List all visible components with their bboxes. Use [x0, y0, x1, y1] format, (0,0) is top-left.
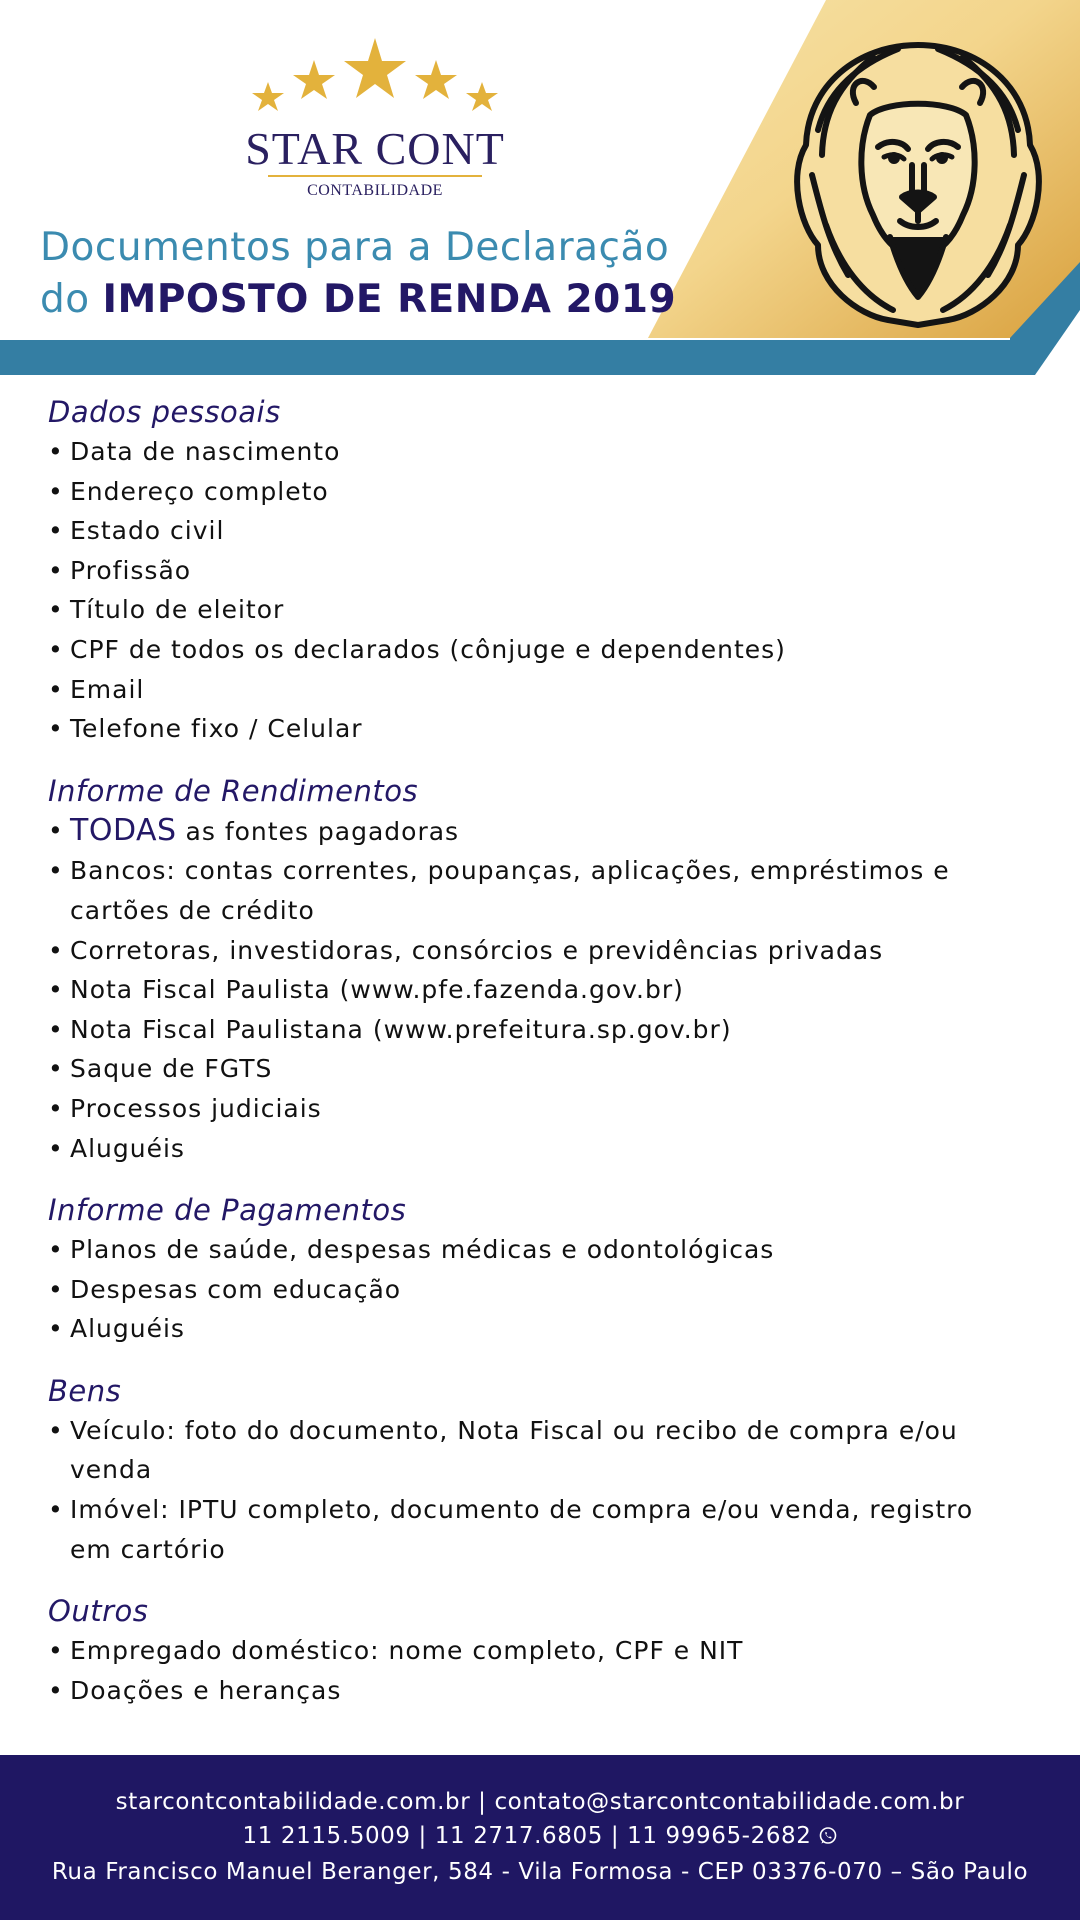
brand-subtitle: CONTABILIDADE — [307, 182, 443, 199]
section-others — [48, 1591, 1048, 1710]
list-item: • Nota Fiscal Paulistana (www.prefeitura.sp.gov.br) — [48, 1014, 732, 1044]
list-item: • Nota Fiscal Paulista (www.pfe.fazenda.gov.br) — [48, 975, 684, 1005]
list-item: • Profissão — [48, 555, 192, 585]
list-item: • Corretoras, investidoras, consórcios e previdências privadas — [48, 935, 884, 965]
list-item: • CPF de todos os declarados (cônjuge e dependentes) — [48, 634, 786, 664]
headline-prefix: do — [40, 277, 90, 322]
section-title: Informe de Pagamentos — [48, 1193, 407, 1228]
footer-separator: | — [470, 1789, 495, 1815]
brand-logo — [240, 30, 510, 205]
headline-line-1: Documentos para a Declaração — [40, 225, 670, 270]
footer-address: Rua Francisco Manuel Beranger, 584 - Vila Formosa - CEP 03376-070 – São Paulo — [51, 1859, 1029, 1885]
brand-divider — [268, 175, 482, 177]
lion-head-icon — [797, 45, 1039, 325]
list-item: • Título de eleitor — [48, 595, 285, 625]
list-item: • Bancos: contas correntes, poupanças, aplicações, empréstimos e cartões de crédito — [48, 856, 950, 925]
list-item: • Empregado doméstico: nome completo, CPF e NIT — [48, 1636, 744, 1666]
section-income — [48, 771, 1048, 1168]
page-title — [40, 222, 700, 326]
highlight-text: TODAS — [70, 812, 177, 848]
footer-contacts — [0, 1789, 1080, 1815]
list-item: • Aluguéis — [48, 1133, 185, 1163]
list-item: • Saque de FGTS — [48, 1054, 273, 1084]
header — [0, 0, 1080, 380]
list-item: • Imóvel: IPTU completo, documento de compra e/ou venda, registro em cartório — [48, 1495, 974, 1564]
list-item: • Veículo: foto do documento, Nota Fiscal ou recibo de compra e/ou venda — [48, 1415, 958, 1485]
list-item: • Email — [48, 674, 145, 704]
list-item: • TODAS as fontes pagadoras — [48, 812, 460, 848]
list-item: • Planos de saúde, despesas médicas e odontológicas — [48, 1235, 775, 1265]
list-item: • Despesas com educação — [48, 1274, 402, 1304]
list-item: • Data de nascimento — [48, 437, 341, 466]
list-item: • Endereço completo — [48, 476, 329, 506]
section-title: Dados pessoais — [48, 395, 281, 429]
list-item: • Processos judiciais — [48, 1093, 322, 1123]
list-item: • Estado civil — [48, 516, 225, 546]
headline-line-2 — [40, 274, 700, 326]
five-stars-icon — [240, 30, 510, 120]
teal-band-main — [0, 340, 1080, 375]
footer — [0, 1755, 1080, 1920]
section-payments — [48, 1190, 1048, 1349]
whatsapp-icon — [818, 1826, 838, 1846]
list-item: • Telefone fixo / Celular — [48, 714, 363, 744]
list-item: • Aluguéis — [48, 1314, 185, 1344]
list-item: • Doações e heranças — [48, 1675, 342, 1705]
section-assets — [48, 1371, 1048, 1569]
footer-phones — [0, 1823, 1080, 1849]
brand-name: STAR CONT — [245, 123, 505, 174]
section-title: Informe de Rendimentos — [48, 773, 419, 808]
document-list — [48, 392, 1048, 1732]
email-link[interactable]: contato@starcontcontabilidade.com.br — [494, 1789, 965, 1815]
headline-main: IMPOSTO DE RENDA 2019 — [102, 277, 677, 322]
section-personal — [48, 392, 1048, 749]
section-title: Outros — [48, 1594, 149, 1629]
website-link[interactable]: starcontcontabilidade.com.br — [115, 1789, 471, 1815]
phone-numbers[interactable]: 11 2115.5009 | 11 2717.6805 | 11 99965-2682 — [242, 1823, 812, 1849]
section-title: Bens — [48, 1373, 122, 1408]
